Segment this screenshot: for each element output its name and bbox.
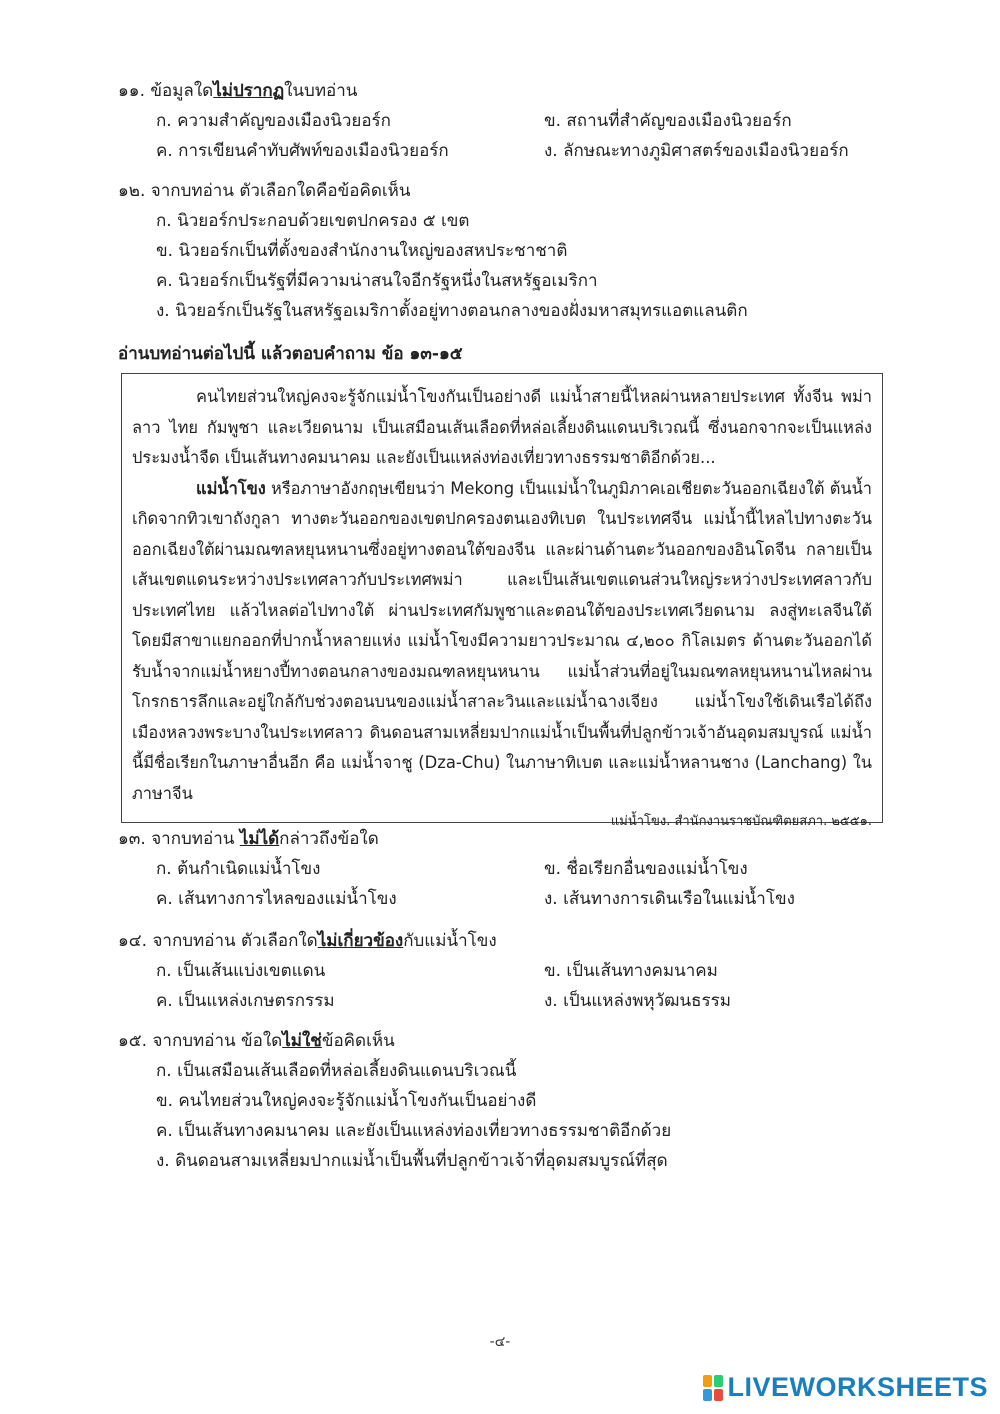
question-11 (118, 76, 884, 166)
page-number: -๔- (489, 1334, 511, 1350)
question-13 (118, 824, 884, 914)
reading-instruction: อ่านบทอ่านต่อไปนี้ แล้วตอบคำถาม ข้อ ๑๓-๑๕ (118, 344, 463, 364)
option[interactable]: ก. เป็นเส้นแบ่งเขตแดน (156, 961, 326, 981)
option[interactable]: ค. นิวยอร์กเป็นรัฐที่มีความน่าสนใจอีกรัฐหนึ่งในสหรัฐอเมริกา (156, 271, 598, 291)
option[interactable]: ง. เส้นทางการเดินเรือในแม่น้ำโขง (544, 889, 795, 909)
option[interactable]: ค. เส้นทางการไหลของแม่น้ำโขง (156, 889, 397, 909)
liveworksheets-logo-icon (703, 1375, 723, 1401)
option[interactable]: ค. การเขียนคำทับศัพท์ของเมืองนิวยอร์ก (156, 141, 449, 161)
option[interactable]: ง. เป็นแหล่งพหุวัฒนธรรม (544, 991, 731, 1011)
option[interactable]: ก. ต้นกำเนิดแม่น้ำโขง (156, 859, 321, 879)
question-15 (118, 1026, 671, 1176)
option[interactable]: ค. เป็นเส้นทางคมนาคม และยังเป็นแหล่งท่องเที่ยวทางธรรมชาติอีกด้วย (156, 1121, 672, 1141)
option[interactable]: ข. คนไทยส่วนใหญ่คงจะรู้จักแม่น้ำโขงกันเป็นอย่างดี (156, 1091, 537, 1111)
option[interactable]: ข. ชื่อเรียกอื่นของแม่น้ำโขง (544, 859, 748, 879)
passage-paragraph-2: แม่น้ำโขง หรือภาษาอังกฤษเขียนว่า Mekong เป็นแม่น้ำในภูมิภาคเอเชียตะวันออกเฉียงใต้ ต้นน้ำเกิดจากทิวเขาถังกูลา ทางตะวันออกของเขตปกครองตนเองทิเบต ในประเทศจีน แม่น้ำนี้ไหลไปทางตะวันออกเฉียงใต้ผ่านมณฑลหยุนหนานซึ่งอยู่ทางตอนใต้ของจีน และผ่านด้านตะวันออกของอินโดจีน กลายเป็นเส้นเขตแดนระหว่างประเทศลาวกับประเทศพม่า และเป็นเส้นเขตแดนส่วนใหญ่ระหว่างประเทศลาวกับประเทศไทย แล้วไหลต่อไปทางใต้ ผ่านประเทศกัมพูชาและตอนใต้ของประเทศเวียดนาม ลงสู่ทะเลจีนใต้ โดยมีสาขาแยกออกที่ปากน้ำหลายแห่ง แม่น้ำโขงมีความยาวประมาณ ๔,๒๐๐ กิโลเมตร ด้านตะวันออกได้รับน้ำจากแม่น้ำหยางปี้ทางตอนกลางของมณฑลหยุนหนาน แม่น้ำส่วนที่อยู่ในมณฑลหยุนหนานไหลผ่านโกรกธารลึกและอยู่ใกล้กับช่วงตอนบนของแม่น้ำสาละวินและแม่น้ำฉางเจียง แม่น้ำโขงใช้เดินเรือได้ถึงเมืองหลวงพระบางในประเทศลาว ดินดอนสามเหลี่ยมปากแม่น้ำเป็นพื้นที่ปลูกข้าวเจ้าอันอุดมสมบูรณ์ แม่น้ำนี้มีชื่อเรียกในภาษาอื่นอีก คือ แม่น้ำจาชู (Dza-Chu) ในภาษาทิเบต และแม่น้ำหลานชาง (Lanchang) ในภาษาจีน (132, 478, 872, 803)
option[interactable]: ค. เป็นแหล่งเกษตรกรรม (156, 991, 335, 1011)
question-stem: ๑๔. จากบทอ่าน ตัวเลือกใดไม่เกี่ยวข้องกับแม่น้ำโขง (118, 931, 497, 951)
option[interactable]: ข. สถานที่สำคัญของเมืองนิวยอร์ก (544, 111, 792, 131)
option[interactable]: ก. เป็นเสมือนเส้นเลือดที่หล่อเลี้ยงดินแดนบริเวณนี้ (156, 1061, 517, 1081)
option[interactable]: ข. นิวยอร์กเป็นที่ตั้งของสำนักงานใหญ่ของสหประชาชาติ (156, 241, 568, 261)
option[interactable]: ก. นิวยอร์กประกอบด้วยเขตปกครอง ๕ เขต (156, 211, 470, 231)
question-12 (118, 176, 748, 326)
question-14 (118, 926, 884, 1016)
question-stem: ๑๒. จากบทอ่าน ตัวเลือกใดคือข้อคิดเห็น (118, 181, 411, 201)
option[interactable]: ง. ลักษณะทางภูมิศาสตร์ของเมืองนิวยอร์ก (544, 141, 849, 161)
option[interactable]: ข. เป็นเส้นทางคมนาคม (544, 961, 718, 981)
passage-paragraph-1: คนไทยส่วนใหญ่คงจะรู้จักแม่น้ำโขงกันเป็นอย่างดี แม่น้ำสายนี้ไหลผ่านหลายประเทศ ทั้งจีน พม่า ลาว ไทย กัมพูชา และเวียดนาม เป็นเสมือนเส้นเลือดที่หล่อเลี้ยงดินแดนบริเวณนี้ ซึ่งนอกจากจะเป็นแหล่งประมงน้ำจืด เป็นเส้นทางคมนาคม และยังเป็นแหล่งท่องเที่ยวทางธรรมชาติอีกด้วย... (132, 387, 872, 467)
question-stem: ๑๑. ข้อมูลใดไม่ปรากฏในบทอ่าน (118, 81, 358, 101)
liveworksheets-brand[interactable] (703, 1372, 988, 1403)
question-stem: ๑๕. จากบทอ่าน ข้อใดไม่ใช่ข้อคิดเห็น (118, 1031, 395, 1051)
option[interactable]: ก. ความสำคัญของเมืองนิวยอร์ก (156, 111, 391, 131)
question-stem: ๑๓. จากบทอ่าน ไม่ได้กล่าวถึงข้อใด (118, 829, 379, 849)
reading-passage-box (121, 373, 883, 829)
passage-source: แม่น้ำโขง. สำนักงานราชบัณฑิตยสภา. ๒๕๕๑. (610, 814, 872, 829)
option[interactable]: ง. นิวยอร์กเป็นรัฐในสหรัฐอเมริกาตั้งอยู่ทางตอนกลางของฝั่งมหาสมุทรแอตแลนติก (156, 301, 748, 321)
option[interactable]: ง. ดินดอนสามเหลี่ยมปากแม่น้ำเป็นพื้นที่ปลูกข้าวเจ้าที่อุดมสมบูรณ์ที่สุด (156, 1151, 668, 1171)
brand-name: LIVEWORKSHEETS (727, 1372, 988, 1402)
